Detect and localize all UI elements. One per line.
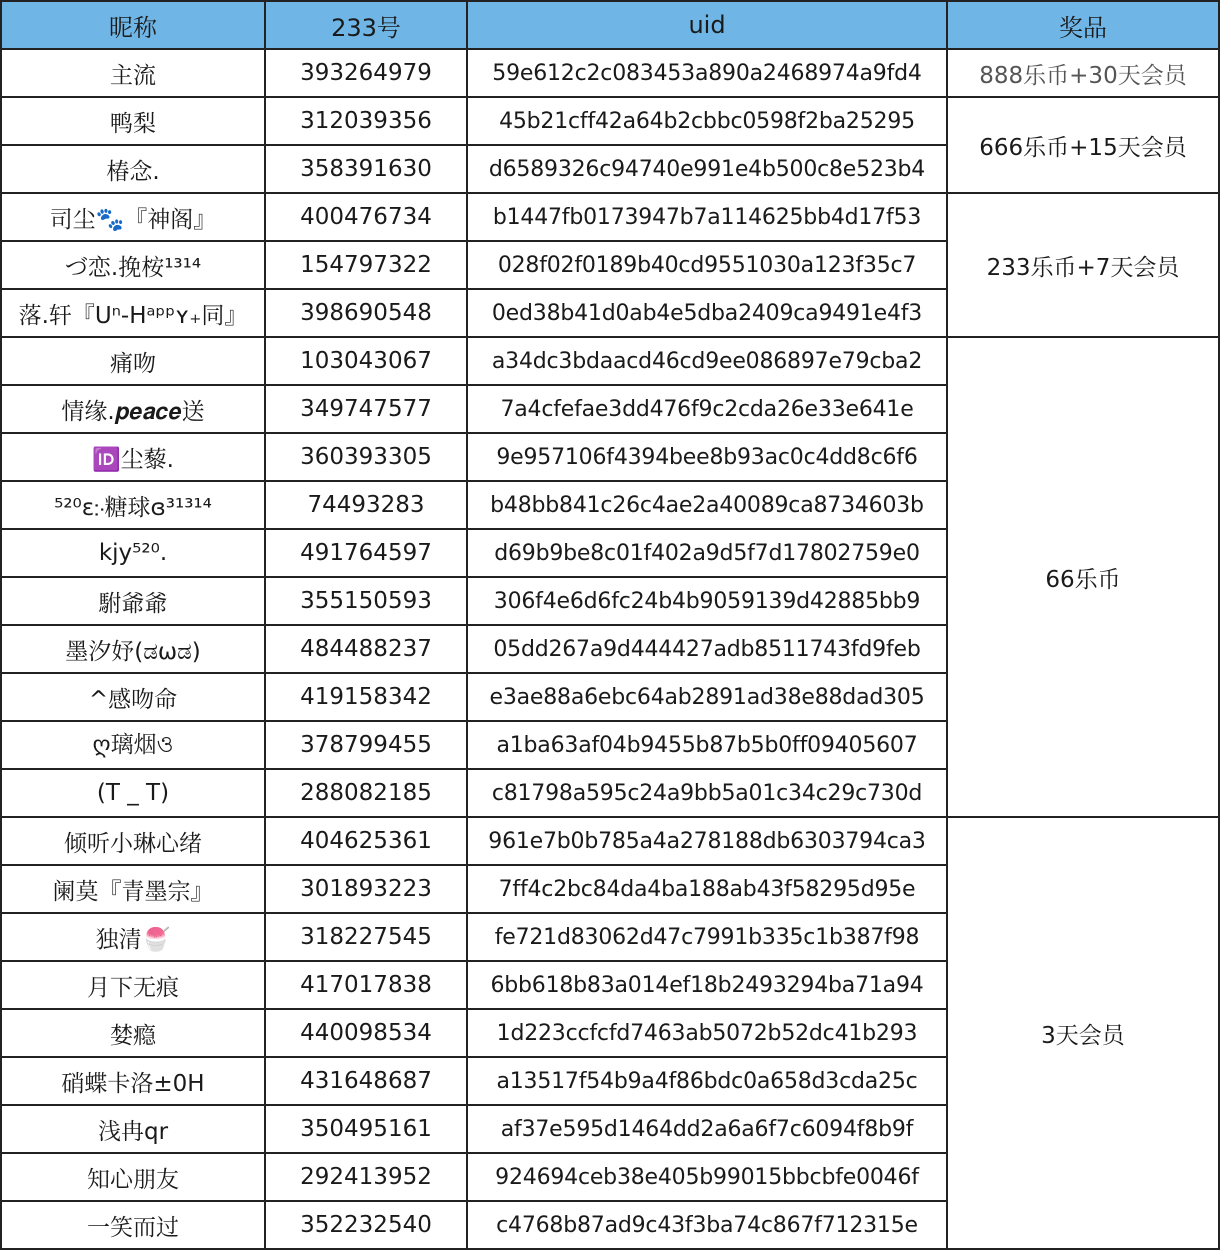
header-row <box>1 1 1219 49</box>
nickname-cell: 倾听小琳心绪 <box>1 817 265 865</box>
number-cell: 154797322 <box>265 241 467 289</box>
nickname-cell: (T _ T) <box>1 769 265 817</box>
number-cell: 491764597 <box>265 529 467 577</box>
nickname-cell: ღ璃烟ও <box>1 721 265 769</box>
number-cell: 103043067 <box>265 337 467 385</box>
uid-cell: c4768b87ad9c43f3ba74c867f712315e <box>467 1201 947 1249</box>
uid-cell: a34dc3bdaacd46cd9ee086897e79cba2 <box>467 337 947 385</box>
uid-cell: b48bb841c26c4ae2a40089ca8734603b <box>467 481 947 529</box>
nickname-cell: kjy⁵²⁰. <box>1 529 265 577</box>
number-cell: 312039356 <box>265 97 467 145</box>
number-cell: 350495161 <box>265 1105 467 1153</box>
header-nickname: 昵称 <box>1 1 265 49</box>
uid-cell: 0ed38b41d0ab4e5dba2409ca9491e4f3 <box>467 289 947 337</box>
number-cell: 292413952 <box>265 1153 467 1201</box>
nickname-cell: 駙爺爺 <box>1 577 265 625</box>
number-cell: 398690548 <box>265 289 467 337</box>
table-row <box>1 97 1219 145</box>
uid-cell: a1ba63af04b9455b87b5b0ff09405607 <box>467 721 947 769</box>
table-row <box>1 49 1219 97</box>
prize-cell-first: 888乐币+30天会员 <box>947 49 1219 97</box>
nickname-cell: 司尘🐾『神阁』 <box>1 193 265 241</box>
uid-cell: c81798a595c24a9bb5a01c34c29c730d <box>467 769 947 817</box>
uid-cell: fe721d83062d47c7991b335c1b387f98 <box>467 913 947 961</box>
number-cell: 431648687 <box>265 1057 467 1105</box>
number-cell: 358391630 <box>265 145 467 193</box>
nickname-cell: 一笑而过 <box>1 1201 265 1249</box>
uid-cell: d69b9be8c01f402a9d5f7d17802759e0 <box>467 529 947 577</box>
number-cell: 74493283 <box>265 481 467 529</box>
number-cell: 400476734 <box>265 193 467 241</box>
number-cell: 404625361 <box>265 817 467 865</box>
nickname-cell: 落.轩『Uⁿ-Hᵃᵖᵖʏ₊同』 <box>1 289 265 337</box>
uid-cell: 9e957106f4394bee8b93ac0c4dd8c6f6 <box>467 433 947 481</box>
uid-cell: 45b21cff42a64b2cbbc0598f2ba25295 <box>467 97 947 145</box>
uid-cell: b1447fb0173947b7a114625bb4d17f53 <box>467 193 947 241</box>
nickname-cell: 椿念. <box>1 145 265 193</box>
number-cell: 349747577 <box>265 385 467 433</box>
nickname-cell: づ恋.挽桉¹³¹⁴ <box>1 241 265 289</box>
number-cell: 378799455 <box>265 721 467 769</box>
prize-cell-fourth: 66乐币 <box>947 337 1219 817</box>
nickname-cell: 独清🍧 <box>1 913 265 961</box>
prize-cell-fifth: 3天会员 <box>947 817 1219 1249</box>
uid-cell: e3ae88a6ebc64ab2891ad38e88dad305 <box>467 673 947 721</box>
header-prize: 奖品 <box>947 1 1219 49</box>
number-cell: 360393305 <box>265 433 467 481</box>
uid-cell: a13517f54b9a4f86bdc0a658d3cda25c <box>467 1057 947 1105</box>
nickname-cell: 阑莫『青墨宗』 <box>1 865 265 913</box>
uid-cell: 1d223ccfcfd7463ab5072b52dc41b293 <box>467 1009 947 1057</box>
nickname-cell: 婪瘾 <box>1 1009 265 1057</box>
uid-cell: 961e7b0b785a4a278188db6303794ca3 <box>467 817 947 865</box>
number-cell: 301893223 <box>265 865 467 913</box>
nickname-cell: 浅冉qr <box>1 1105 265 1153</box>
nickname-cell: 知心朋友 <box>1 1153 265 1201</box>
number-cell: 355150593 <box>265 577 467 625</box>
number-cell: 417017838 <box>265 961 467 1009</box>
nickname-cell: ⁵²⁰ɛ჻糖球ɞ³¹³¹⁴ <box>1 481 265 529</box>
nickname-cell: 🆔尘藜. <box>1 433 265 481</box>
header-uid: uid <box>467 1 947 49</box>
number-cell: 318227545 <box>265 913 467 961</box>
uid-cell: 028f02f0189b40cd9551030a123f35c7 <box>467 241 947 289</box>
prize-cell-second: 666乐币+15天会员 <box>947 97 1219 193</box>
number-cell: 419158342 <box>265 673 467 721</box>
uid-cell: 59e612c2c083453a890a2468974a9fd4 <box>467 49 947 97</box>
table-row <box>1 337 1219 385</box>
nickname-cell: 痛吻 <box>1 337 265 385</box>
uid-cell: 7ff4c2bc84da4ba188ab43f58295d95e <box>467 865 947 913</box>
number-cell: 484488237 <box>265 625 467 673</box>
number-cell: 440098534 <box>265 1009 467 1057</box>
header-number: 233号 <box>265 1 467 49</box>
nickname-cell: 鸭梨 <box>1 97 265 145</box>
nickname-cell: 硝蝶卡洛±0H <box>1 1057 265 1105</box>
uid-cell: d6589326c94740e991e4b500c8e523b4 <box>467 145 947 193</box>
uid-cell: 7a4cfefae3dd476f9c2cda26e33e641e <box>467 385 947 433</box>
uid-cell: 924694ceb38e405b99015bbcbfe0046f <box>467 1153 947 1201</box>
table-row <box>1 193 1219 241</box>
number-cell: 352232540 <box>265 1201 467 1249</box>
nickname-cell: ^感吻命 <box>1 673 265 721</box>
prize-cell-third: 233乐币+7天会员 <box>947 193 1219 337</box>
nickname-cell: 主流 <box>1 49 265 97</box>
uid-cell: 6bb618b83a014ef18b2493294ba71a94 <box>467 961 947 1009</box>
table-row <box>1 817 1219 865</box>
number-cell: 288082185 <box>265 769 467 817</box>
uid-cell: 306f4e6d6fc24b4b9059139d42885bb9 <box>467 577 947 625</box>
nickname-cell: 情缘.𝒑𝒆𝒂𝒄𝒆送 <box>1 385 265 433</box>
uid-cell: af37e595d1464dd2a6a6f7c6094f8b9f <box>467 1105 947 1153</box>
number-cell: 393264979 <box>265 49 467 97</box>
uid-cell: 05dd267a9d444427adb8511743fd9feb <box>467 625 947 673</box>
nickname-cell: 月下无痕 <box>1 961 265 1009</box>
nickname-cell: 墨汐妤(ಡωಡ) <box>1 625 265 673</box>
